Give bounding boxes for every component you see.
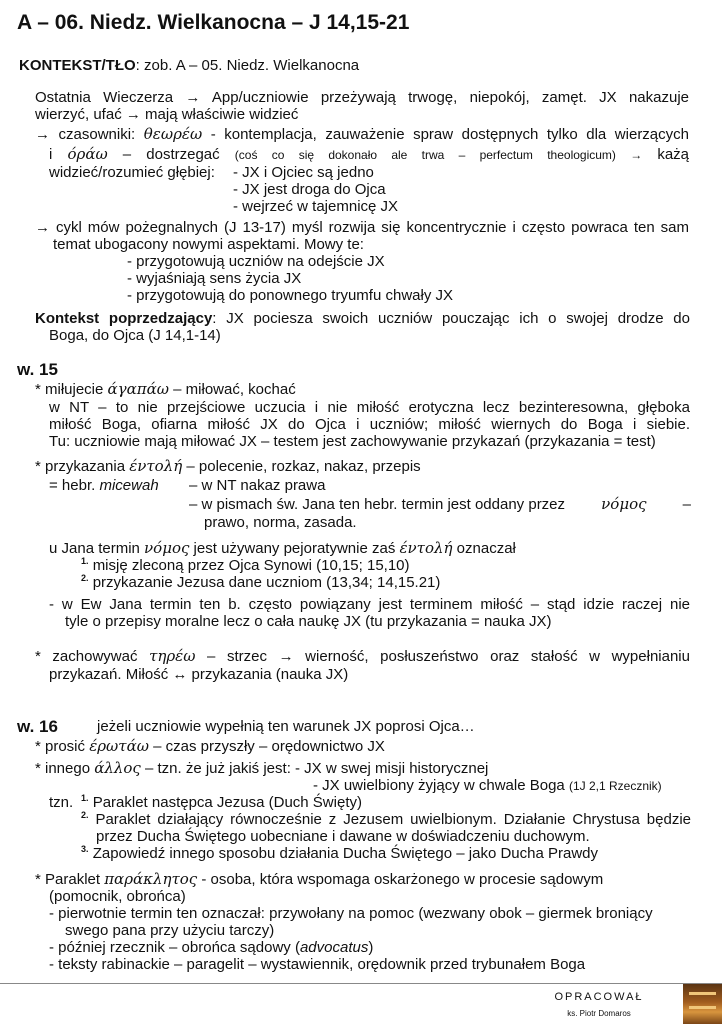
john-point-1: $^{1.}$ misję zleconą przez Ojca Synowi (10,15; 15,10) bbox=[81, 556, 410, 574]
paraclete-point-2: $^{2.}$ Paraklet działający równocześnie z Jezusem uwielbionym. Działanie Chrystusa będzie bbox=[81, 810, 691, 828]
greek-erotao: έρωτάω bbox=[89, 737, 149, 755]
paraclete-line-4: swego pana przy użyciu tarczy) bbox=[65, 922, 275, 939]
love-line: * miłujecie άγαπάω – miłować, kochać bbox=[35, 380, 296, 398]
cycle-point: - wyjaśniają sens życia JX bbox=[127, 270, 302, 287]
intro-point: - wejrzeć w tajemnicę JX bbox=[233, 198, 399, 215]
nt-line-3: Tu: uczniowie mają miłować JX – testem jest zachowywanie przykazań (przykazania = test) bbox=[49, 433, 656, 450]
prev-context-line-2: Boga, do Ojca (J 14,1-14) bbox=[49, 327, 221, 344]
paraclete-point-3: $^{3.}$ Zapowiedź innego sposobu działania Ducha Świętego – jako Ducha Prawdy bbox=[81, 844, 598, 862]
intro-verbs-line: → czasowniki: θεωρέω - kontemplacja, zauważenie spraw dostępnych tylko dla wierzących bbox=[35, 125, 689, 143]
footer-rule bbox=[0, 983, 722, 984]
footer-author-label: OPRACOWAŁ bbox=[554, 991, 644, 1003]
cycle-line-1: → cykl mów pożegnalnych (J 13-17) myśl rozwija się koncentrycznie i często powraca ten sam bbox=[35, 219, 689, 236]
greek-agapao: άγαπάω bbox=[107, 380, 169, 398]
greek-entole: έντολή bbox=[129, 457, 183, 475]
hebr-john-line-2: prawo, norma, zasada. bbox=[204, 514, 357, 531]
page-title: A – 06. Niedz. Wielkanocna – J 14,15-21 bbox=[17, 11, 410, 34]
cycle-point: - przygotowują do ponownego tryumfu chwały JX bbox=[127, 287, 454, 304]
context-line bbox=[19, 57, 359, 74]
ew-line-2: tyle o przepisy moralne lecz o cała naukę JX (tu przykazania = nauka JX) bbox=[65, 613, 552, 630]
greek-nomos: νόμος bbox=[601, 495, 647, 513]
intro-horao-line: i όράω – dostrzegać (coś co się dokonało ale trwa – perfectum theologicum) → każą bbox=[49, 145, 690, 163]
greek-theoreo: θεωρέω bbox=[143, 125, 203, 143]
w16-intro: jeżeli uczniowie wypełnią ten warunek JX poprosi Ojca… bbox=[97, 718, 475, 735]
paraclete-line-2: (pomocnik, obrońca) bbox=[49, 888, 186, 905]
other-line: * innego άλλος – tzn. że już jakiś jest: - JX w swej misji historycznej bbox=[35, 759, 489, 777]
hebr-john-line: – w pismach św. Jana ten hebr. termin jest oddany przez νόμος – bbox=[189, 495, 691, 513]
greek-tereo: τηρέω bbox=[149, 647, 196, 665]
greek-allos: άλλος bbox=[94, 759, 141, 777]
intro-point: - JX jest droga do Ojca bbox=[233, 181, 386, 198]
paraclete-line-6: - teksty rabinackie – paragelit – wystawiennik, orędownik przed trybunałem Boga bbox=[49, 956, 586, 973]
footer-author-name: ks. Piotr Domaros bbox=[567, 1009, 631, 1018]
paraclete-point-1: $^{1.}$ Paraklet następca Jezusa (Duch Święty) bbox=[81, 793, 362, 811]
john-point-2: $^{2.}$ przykazanie Jezusa dane uczniom (13,34; 14,15.21) bbox=[81, 573, 441, 591]
greek-entole: έντολή bbox=[399, 539, 453, 557]
tzn-label: tzn. bbox=[49, 794, 74, 811]
section-heading-w15: w. 15 bbox=[17, 360, 58, 379]
nt-line-1: w NT – to nie przejściowe uczucia i nie miłość erotyczna lecz bezinteresowna, głęboka bbox=[49, 399, 690, 416]
keep-line-1: * zachowywać τηρέω – strzec → wierność, posłuszeństwo oraz stałość w wypełnianiu bbox=[35, 647, 690, 665]
section-heading-w16: w. 16 bbox=[17, 717, 58, 736]
ew-line-1: - w Ew Jana termin ten b. często powiązany jest terminem miłość – stąd idzie raczej nie bbox=[49, 596, 690, 613]
context-text: : zob. A – 05. Niedz. Wielkanocna bbox=[135, 57, 360, 74]
paraclete-line: * Paraklet παράκλητος - osoba, która wspomaga oskarżonego w procesie sądowym bbox=[35, 870, 604, 888]
greek-parakletos: παράκλητος bbox=[104, 870, 198, 888]
logo-icon bbox=[683, 984, 722, 1024]
keep-line-2: przykazań. Miłość ↔ przykazania (nauka JX) bbox=[49, 666, 349, 683]
commandments-line: * przykazania έντολή – polecenie, rozkaz, nakaz, przepis bbox=[35, 457, 421, 475]
paraclete-line-3: - pierwotnie termin ten oznaczał: przywołany na pomoc (wezwany obok – giermek broniący bbox=[49, 905, 653, 922]
hebr-label: = hebr. micewah bbox=[49, 477, 159, 494]
ask-line: * prosić έρωτάω – czas przyszły – orędownictwo JX bbox=[35, 737, 385, 755]
intro-line-1: Ostatnia Wieczerza → App/uczniowie przeżywają trwogę, niepokój, zamęt. JX nakazuje bbox=[35, 89, 689, 106]
hebr-nt: – w NT nakaz prawa bbox=[189, 477, 326, 494]
prev-context-line-1: Kontekst poprzedzający: JX pociesza swoich uczniów pouczając ich o swojej drodze do bbox=[35, 310, 690, 327]
cycle-line-2: temat ubogacony nowymi aspektami. Mowy te: bbox=[53, 236, 364, 253]
intro-point: - JX i Ojciec są jedno bbox=[233, 164, 374, 181]
paraclete-line-5: - później rzecznik – obrońca sądowy (advocatus) bbox=[49, 939, 374, 956]
context-label: KONTEKST/TŁO bbox=[19, 57, 136, 74]
john-term-line: u Jana termin νόμος jest używany pejoratywnie zaś έντολή oznaczał bbox=[49, 539, 516, 557]
greek-horao: όράω bbox=[67, 145, 108, 163]
greek-nomos: νόμος bbox=[144, 539, 190, 557]
intro-line-2: wierzyć, ufać → mają właściwie widzieć bbox=[35, 106, 299, 123]
other-line-2: - JX uwielbiony żyjący w chwale Boga (1J 2,1 Rzecznik) bbox=[313, 777, 662, 794]
cycle-point: - przygotowują uczniów na odejście JX bbox=[127, 253, 385, 270]
double-arrow-icon: ↔ bbox=[172, 666, 188, 683]
intro-line-5: widzieć/rozumieć głębiej: bbox=[49, 164, 215, 181]
nt-line-2: miłość Boga, ofiarna miłość JX do Ojca i uczniów; miłość wiernych do Boga i siebie. bbox=[49, 416, 690, 433]
paraclete-point-2b: przez Ducha Świętego uobecniane i dawane w doświadczeniu duchowym. bbox=[96, 828, 590, 845]
